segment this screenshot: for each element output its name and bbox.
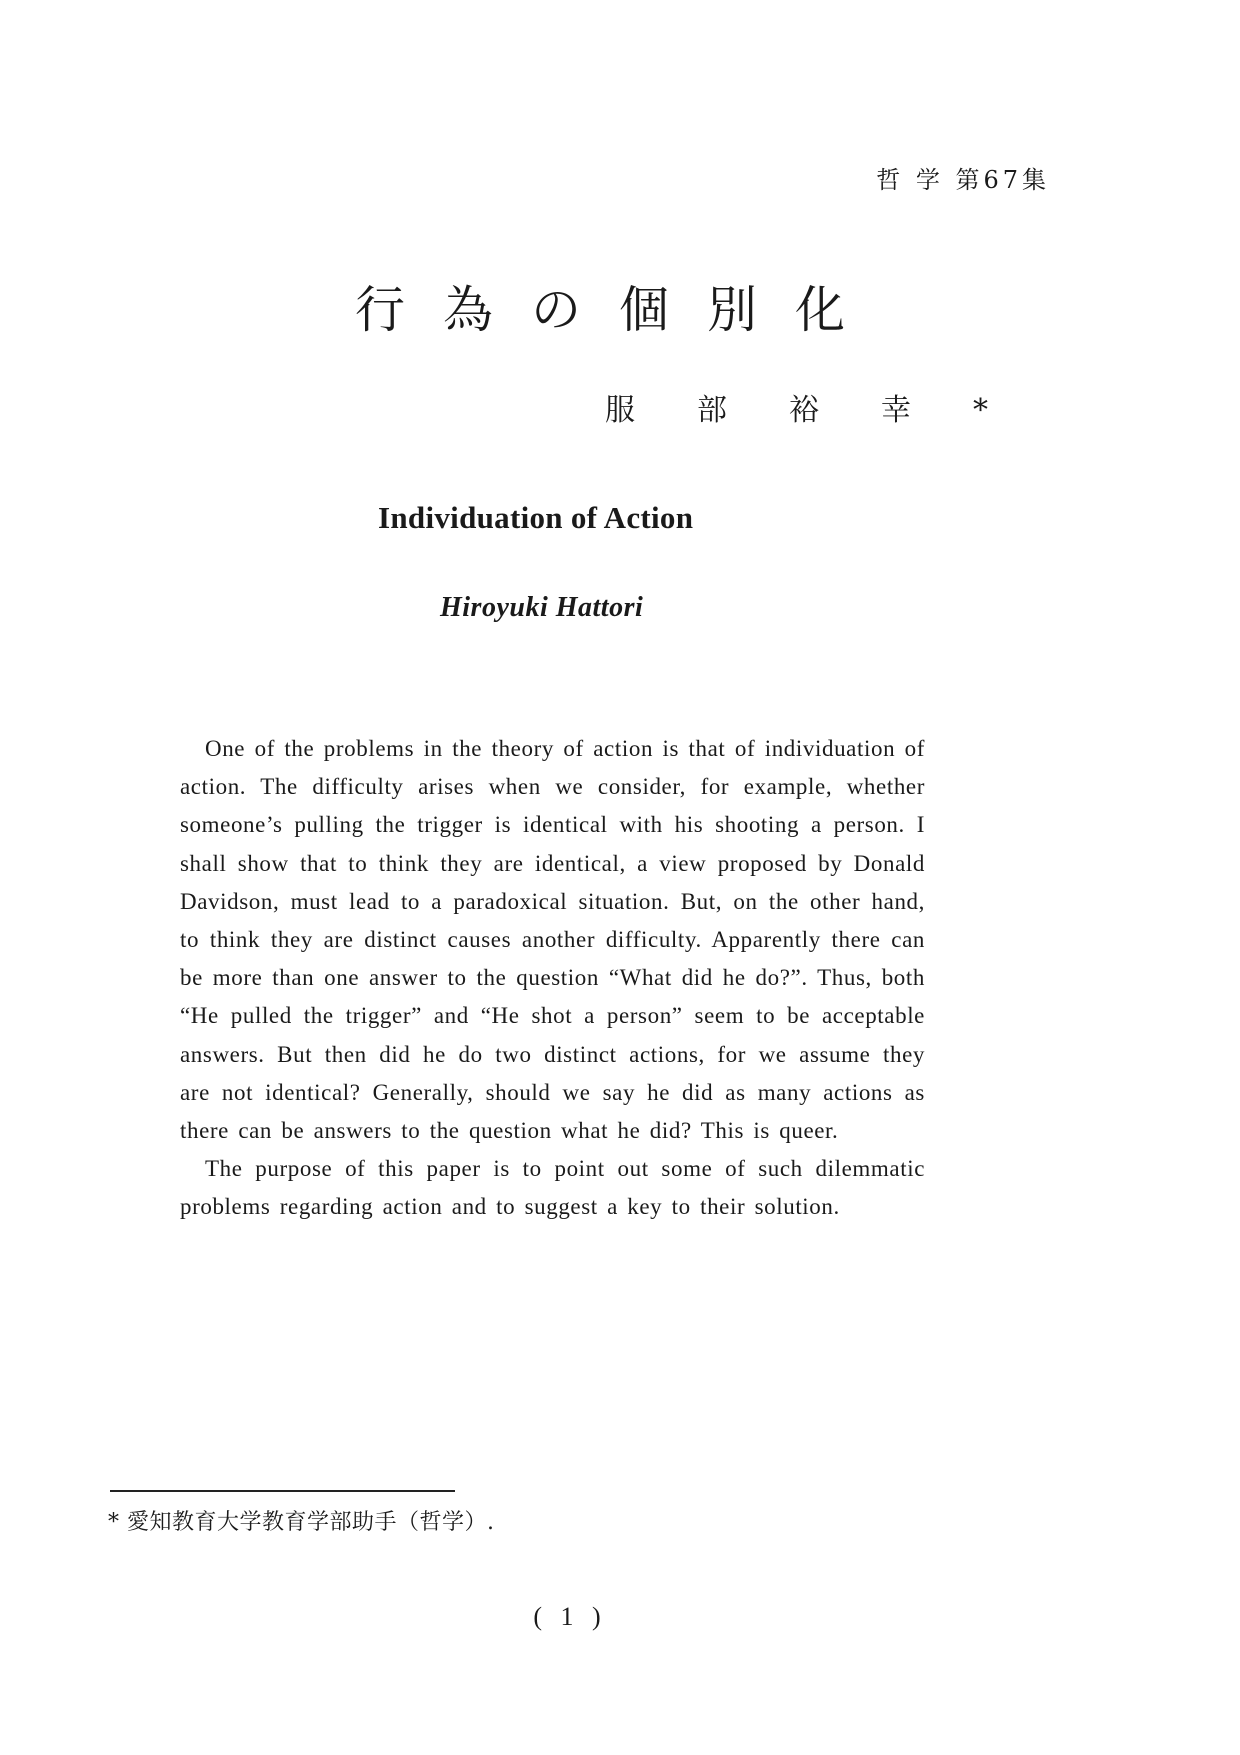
english-author: Hiroyuki Hattori: [440, 592, 644, 623]
page-number: ( 1 ): [533, 1602, 607, 1631]
footnote: * 愛知教育大学教育学部助手（哲学）.: [108, 1510, 495, 1535]
abstract: [180, 730, 925, 1227]
japanese-title: 行為の個別化: [355, 281, 883, 339]
japanese-author: 服部裕幸*: [605, 393, 1050, 428]
journal-header: 哲 学 第67集: [876, 166, 1050, 194]
english-title: Individuation of Action: [378, 500, 694, 535]
abstract-paragraph-2: The purpose of this paper is to point out some of such dilemmatic problems regarding action and to suggest a key to their solution.: [180, 1156, 925, 1220]
abstract-paragraph-1: One of the problems in the theory of action is that of individuation of action. The difficulty arises when we consider, for example, whether someone’s pulling the trigger is identical with his shooting a person. I shall show that to think they are identical, a view proposed by Donald Davidson, must lead to a paradoxical situation. But, on the other hand, to think they are distinct causes another difficulty. Apparently there can be more than one answer to the question “What did he do?”. Thus, both “He pulled the trigger” and “He shot a person” seem to be acceptable answers. But then did he do two distinct actions, for we assume they are not identical? Generally, should we say he did as many actions as there can be answers to the question what he did? This is queer.: [180, 736, 925, 1144]
footnote-divider: [110, 1490, 455, 1492]
